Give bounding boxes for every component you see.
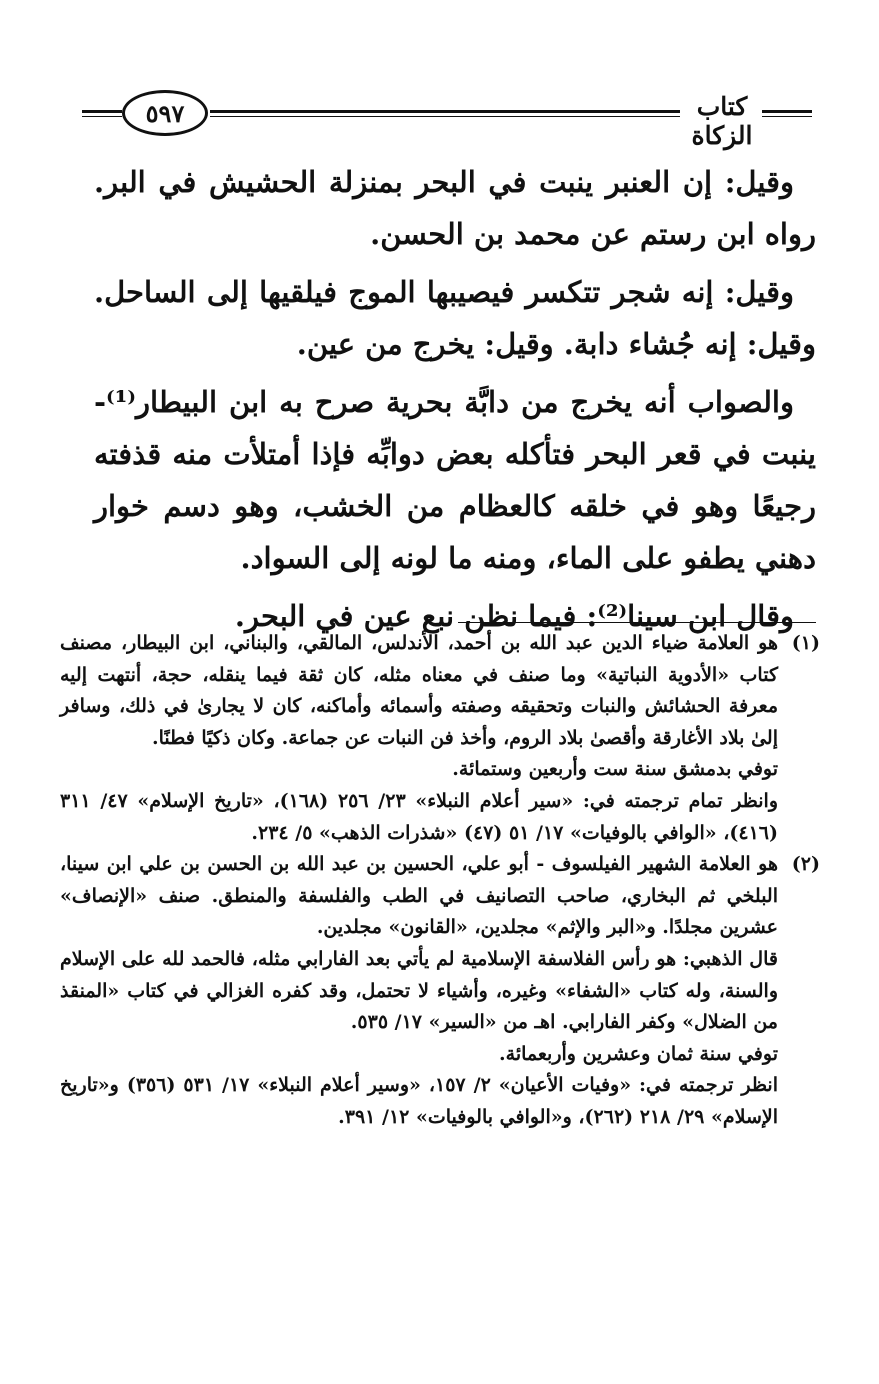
paragraph: والصواب أنه يخرج من دابَّة بحرية صرح به ابن البيطار⁽¹⁾- ينبت في قعر البحر فتأكله بعض دوابِّه فإذا أمتلأت منه قذفته رجيعًا وهو في خلقه كالعظام من الخشب، وهو دسم خوار دهني يطفو على الماء، ومنه ما لونه إلى السواد. xyxy=(94,385,816,575)
header-rule-middle xyxy=(210,110,680,117)
footnote-text: هو العلامة الشهير الفيلسوف - أبو علي، الحسين بن عبد الله بن الحسن بن علي ابن سينا، البلخي ثم البخاري، صاحب التصانيف في الطب والفلسفة والمنطق. صنف «الإنصاف» عشرين مجلدًا. و«البر والإثم» مجلدين، «القانون» مجلدين. xyxy=(60,853,778,939)
paragraph: وقال ابن سينا⁽²⁾: فيما نظن نبع عين في البحر. xyxy=(234,599,794,633)
footnote-text: هو العلامة ضياء الدين عبد الله بن أحمد، الأندلس، المالقي، والبناني، ابن البيطار، مصنف كتاب «الأدوية النباتية» وما صنف في معناه مثله، كان ثقة فيما ينقله، حجة، أنتهت إليه معرفة الحشائش والنبات وتحقيقه وصفته وأسمائه وأماكنه، كان لا يجارىٰ في ذلك، وسافر إلىٰ بلاد الأغارقة وأقصىٰ بلاد الروم، وأخذ فن النبات عن جماعة. وكان ذكيًا فطنًا. xyxy=(60,632,778,749)
header-rule-left xyxy=(82,110,122,117)
paragraph: وقيل: إنه شجر تتكسر فيصيبها الموج فيلقيها إلى الساحل. وقيل: إنه جُشاء دابة. وقيل: يخرج من عين. xyxy=(94,275,816,361)
main-text xyxy=(94,156,816,648)
header-rule-right xyxy=(762,110,812,117)
footnote-2 xyxy=(60,849,820,1133)
page-header xyxy=(82,82,812,150)
paragraph: وقيل: إن العنبر ينبت في البحر بمنزلة الحشيش في البر. رواه ابن رستم عن محمد بن الحسن. xyxy=(94,165,816,251)
footnote-1 xyxy=(60,628,820,849)
book-title: كتاب الزكاة xyxy=(691,92,753,150)
footnote-body xyxy=(60,849,778,1133)
footnote-number: (١) xyxy=(791,632,820,654)
footnotes xyxy=(60,628,820,1134)
footnote-divider xyxy=(458,622,816,623)
footnote-text: قال الذهبي: هو رأس الفلاسفة الإسلامية لم يأتي بعد الفارابي مثله، فالحمد لله على الإسلام والسنة، وله كتاب «الشفاء» وغيره، وأشياء لا تحتمل، وقد كفره الغزالي في كتاب «المنقذ من الضلال» وكفر الفارابي. اهـ من «السير» ١٧/ ٥٣٥. xyxy=(60,947,778,1034)
footnote-text: انظر ترجمته في: «وفيات الأعيان» ٢/ ١٥٧، «وسير أعلام النبلاء» ١٧/ ٥٣١ (٣٥٦) و«تاريخ الإسلام» ٢٩/ ٢١٨ (٢٦٢)، و«الوافي بالوفيات» ١٢/ ٣٩١. xyxy=(60,1074,778,1128)
page-number: ٥٩٧ xyxy=(122,90,208,136)
footnote-text: وانظر تمام ترجمته في: «سير أعلام النبلاء» ٢٣/ ٢٥٦ (١٦٨)، «تاريخ الإسلام» ٤٧/ ٣١١ (٤١٦)، «الوافي بالوفيات» ١٧/ ٥١ (٤٧) «شذرات الذهب» ٥/ ٢٣٤. xyxy=(60,789,779,844)
footnote-text: توفي بدمشق سنة ست وأربعين وستمائة. xyxy=(452,758,778,781)
footnote-body xyxy=(60,628,778,849)
footnote-number: (٢) xyxy=(791,853,820,876)
footnote-text: توفي سنة ثمان وعشرين وأربعمائة. xyxy=(499,1042,778,1065)
